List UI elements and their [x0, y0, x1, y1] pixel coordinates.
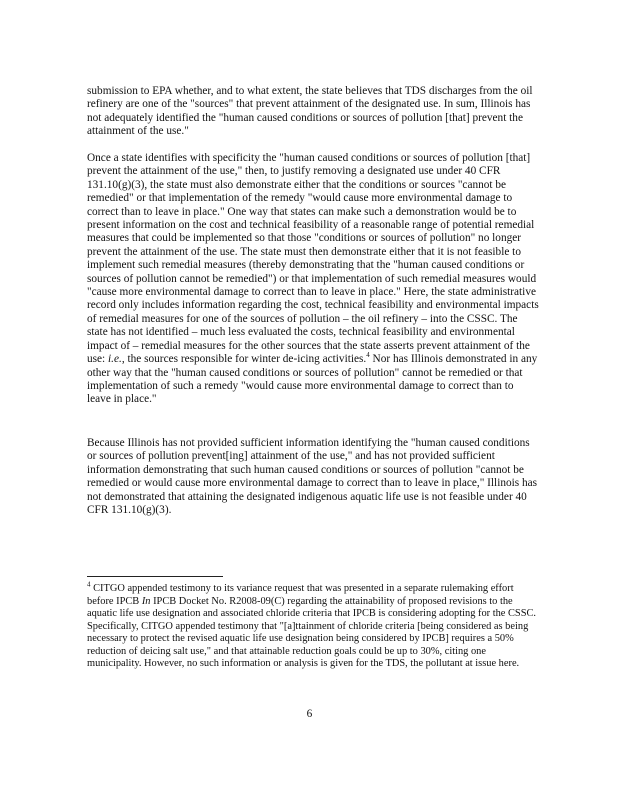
- footnote-text: IPCB Docket No. R2008-09(C) regarding the attainability of proposed revisions to the aquatic life use designation and associated chloride criteria that IPCB is considering adopting for the CSSC. Specifically, CITGO appended testimony that "[a]ttainment of chloride criteria [being considered as being necessary to protect the revised aquatic life use designation being considered by IPCB] requires a 50% reduction of deicing salt use," and that attainable reduction goals could be up to 30%, citing one municipality. However, no such information or analysis is given for the TDS, the pollutant at issue here.: [87, 595, 537, 669]
- paragraph-text: Nor has Illinois demonstrated in any other way that the "human caused conditions or sources of pollution" cannot be remedied or that implementation of such a remedy "would cause more environmental damage to correct than to leave in place.": [87, 353, 538, 406]
- italic-ie: i.e.: [108, 353, 122, 366]
- paragraph-remedy-demonstration: [87, 152, 539, 407]
- page-number: 6: [306, 708, 313, 720]
- paragraph-text: , the sources responsible for winter de-icing activities.: [121, 353, 367, 366]
- paragraph-text: Once a state identifies with specificity the "human caused conditions or sources of pollution [that] prevent the attainment of the use," then, to justify removing a designated use under 40 CFR 131.10(g)(3), the state must also demonstrate either that the conditions or sources "cannot be remedied" or that implementation of the remedy "would cause more environmental damage to correct than to leave in place." One way that states can make such a demonstration would be to present information on the cost and technical feasibility of a reasonable range of potential remedial measures that could be implemented so that those "conditions or sources of pollution" no longer prevent the attainment of the use. The state must then demonstrate either that it is not feasible to implement such remedial measures (thereby demonstrating that the "human caused conditions or sources of pollution cannot be remedied") or that implementation of such remedial measures would "cause more environmental damage to correct than to leave in place." Here, the state administrative record only includes information regarding the cost, technical feasibility and environmental impacts of remedial measures for one of the sources of pollution – the oil refinery – into the CSSC. The state has not identified – much less evaluated the costs, technical feasibility and environmental impact of – remedial measures for the other sources that the state asserts prevent attainment of the use:: [87, 152, 539, 366]
- paragraph-continuation: submission to EPA whether, and to what extent, the state believes that TDS discharges from the oil refinery are one of the "sources" that prevent attainment of the designated use. In sum, Illinois has not adequately identified the "human caused conditions or sources of pollution [that] prevent the attainment of the use.": [87, 85, 533, 138]
- footnote-text: CITGO appended testimony to its variance request that was presented in a separate rulemaking effort before IPCB: [87, 583, 514, 607]
- footnote: [87, 580, 539, 671]
- paragraph-conclusion: Because Illinois has not provided sufficient information identifying the "human caused conditions or sources of pollution prevent[ing] attainment of the use," and has not provided sufficient information demonstrating that such human caused conditions or sources of pollution "cannot be remedied or would cause more environmental damage to correct than to leave in place," Illinois has not demonstrated that attaining the designated indigenous aquatic life use is not feasible under 40 CFR 131.10(g)(3).: [87, 437, 538, 517]
- italic-in: In: [141, 595, 151, 607]
- footnote-mark: 4: [87, 580, 91, 589]
- footnote-reference: 4: [366, 351, 370, 360]
- footnote-separator: [87, 576, 223, 577]
